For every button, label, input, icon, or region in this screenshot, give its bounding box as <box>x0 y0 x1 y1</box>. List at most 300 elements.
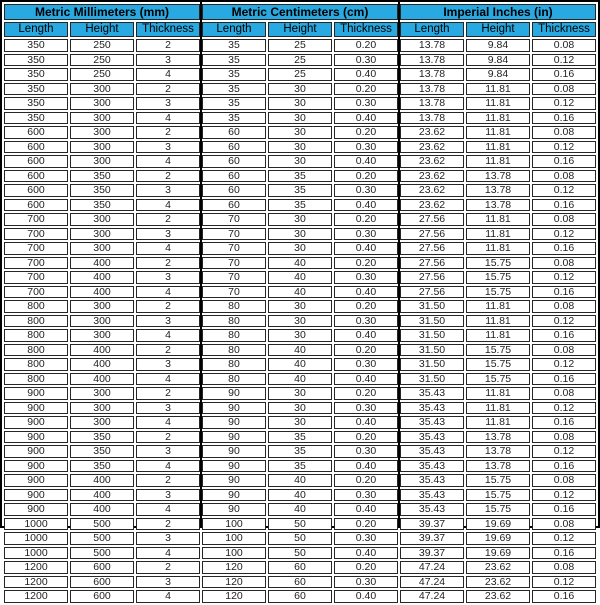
table-cell: 0.16 <box>532 590 596 603</box>
table-cell: 35.43 <box>400 431 464 444</box>
table-cell: 400 <box>70 503 134 516</box>
table-cell: 11.81 <box>466 126 530 139</box>
table-cell: 80 <box>202 315 266 328</box>
table-cell: 0.12 <box>532 315 596 328</box>
table-cell: 27.56 <box>400 228 464 241</box>
table-row <box>4 474 596 487</box>
table-row <box>4 445 596 458</box>
table-cell: 0.16 <box>532 416 596 429</box>
table-cell: 3 <box>136 402 200 415</box>
table-cell: 350 <box>70 460 134 473</box>
table-cell: 350 <box>70 445 134 458</box>
table-cell: 25 <box>268 68 332 81</box>
table-cell: 3 <box>136 184 200 197</box>
table-cell: 19.69 <box>466 532 530 545</box>
table-cell: 2 <box>136 474 200 487</box>
table-cell: 9.84 <box>466 54 530 67</box>
table-cell: 350 <box>4 68 68 81</box>
table-cell: 35 <box>268 170 332 183</box>
table-cell: 11.81 <box>466 228 530 241</box>
table-row <box>4 83 596 96</box>
table-cell: 11.81 <box>466 83 530 96</box>
table-row <box>4 518 596 531</box>
table-cell: 60 <box>202 170 266 183</box>
table-cell: 2 <box>136 431 200 444</box>
table-cell: 4 <box>136 503 200 516</box>
table-cell: 39.37 <box>400 518 464 531</box>
table-cell: 0.30 <box>334 576 398 589</box>
table-cell: 0.16 <box>532 112 596 125</box>
table-row <box>4 532 596 545</box>
table-cell: 30 <box>268 315 332 328</box>
table-cell: 30 <box>268 141 332 154</box>
table-cell: 0.20 <box>334 170 398 183</box>
table-cell: 0.16 <box>532 199 596 212</box>
table-row <box>4 170 596 183</box>
table-cell: 400 <box>70 489 134 502</box>
table-cell: 35.43 <box>400 460 464 473</box>
table-cell: 250 <box>70 68 134 81</box>
table-cell: 50 <box>268 547 332 560</box>
table-cell: 0.16 <box>532 329 596 342</box>
table-cell: 90 <box>202 460 266 473</box>
table-cell: 0.16 <box>532 242 596 255</box>
table-cell: 30 <box>268 228 332 241</box>
table-cell: 80 <box>202 373 266 386</box>
table-cell: 800 <box>4 329 68 342</box>
table-cell: 700 <box>4 228 68 241</box>
table-cell: 0.08 <box>532 474 596 487</box>
table-cell: 0.08 <box>532 83 596 96</box>
table-cell: 40 <box>268 358 332 371</box>
table-cell: 15.75 <box>466 286 530 299</box>
table-cell: 1000 <box>4 532 68 545</box>
table-cell: 400 <box>70 286 134 299</box>
column-header-mm-length: Length <box>4 22 68 37</box>
table-cell: 23.62 <box>400 126 464 139</box>
table-cell: 35 <box>268 460 332 473</box>
table-cell: 90 <box>202 416 266 429</box>
table-row <box>4 344 596 357</box>
table-row <box>4 126 596 139</box>
table-cell: 300 <box>70 213 134 226</box>
table-cell: 15.75 <box>466 503 530 516</box>
table-cell: 0.12 <box>532 184 596 197</box>
table-cell: 0.40 <box>334 242 398 255</box>
table-cell: 3 <box>136 445 200 458</box>
table-cell: 0.08 <box>532 213 596 226</box>
table-cell: 40 <box>268 489 332 502</box>
table-cell: 60 <box>268 561 332 574</box>
table-cell: 0.08 <box>532 387 596 400</box>
table-cell: 100 <box>202 518 266 531</box>
table-cell: 60 <box>202 141 266 154</box>
table-cell: 0.20 <box>334 126 398 139</box>
table-cell: 70 <box>202 213 266 226</box>
table-cell: 11.81 <box>466 213 530 226</box>
table-cell: 40 <box>268 344 332 357</box>
table-cell: 4 <box>136 547 200 560</box>
table-cell: 900 <box>4 431 68 444</box>
table-cell: 0.40 <box>334 68 398 81</box>
table-cell: 47.24 <box>400 561 464 574</box>
table-cell: 120 <box>202 561 266 574</box>
table-cell: 400 <box>70 271 134 284</box>
table-cell: 4 <box>136 155 200 168</box>
table-cell: 70 <box>202 286 266 299</box>
table-cell: 900 <box>4 489 68 502</box>
table-cell: 0.40 <box>334 460 398 473</box>
table-cell: 90 <box>202 445 266 458</box>
table-cell: 27.56 <box>400 271 464 284</box>
table-cell: 400 <box>70 358 134 371</box>
table-cell: 23.62 <box>400 199 464 212</box>
table-row <box>4 257 596 270</box>
table-cell: 35 <box>268 431 332 444</box>
table-cell: 800 <box>4 344 68 357</box>
table-cell: 30 <box>268 387 332 400</box>
table-cell: 15.75 <box>466 257 530 270</box>
table-cell: 300 <box>70 126 134 139</box>
table-cell: 300 <box>70 300 134 313</box>
table-cell: 0.30 <box>334 489 398 502</box>
table-cell: 50 <box>268 518 332 531</box>
table-cell: 0.40 <box>334 199 398 212</box>
table-cell: 60 <box>202 155 266 168</box>
table-cell: 23.62 <box>400 170 464 183</box>
table-cell: 0.08 <box>532 126 596 139</box>
table-cell: 2 <box>136 518 200 531</box>
table-cell: 35.43 <box>400 489 464 502</box>
table-cell: 300 <box>70 329 134 342</box>
table-cell: 2 <box>136 257 200 270</box>
table-cell: 1200 <box>4 590 68 603</box>
table-cell: 3 <box>136 576 200 589</box>
table-cell: 900 <box>4 474 68 487</box>
table-cell: 9.84 <box>466 68 530 81</box>
table-cell: 0.16 <box>532 503 596 516</box>
table-cell: 300 <box>70 416 134 429</box>
table-row <box>4 112 596 125</box>
table-cell: 30 <box>268 83 332 96</box>
table-row <box>4 431 596 444</box>
table-cell: 250 <box>70 54 134 67</box>
table-cell: 600 <box>70 576 134 589</box>
table-cell: 23.62 <box>400 141 464 154</box>
table-cell: 35 <box>268 199 332 212</box>
table-cell: 0.30 <box>334 228 398 241</box>
table-cell: 2 <box>136 213 200 226</box>
table-row <box>4 199 596 212</box>
table-cell: 27.56 <box>400 213 464 226</box>
table-row <box>4 271 596 284</box>
table-cell: 300 <box>70 83 134 96</box>
table-row <box>4 68 596 81</box>
table-cell: 30 <box>268 155 332 168</box>
table-cell: 40 <box>268 286 332 299</box>
table-cell: 700 <box>4 257 68 270</box>
table-row <box>4 402 596 415</box>
table-cell: 0.12 <box>532 576 596 589</box>
table-cell: 13.78 <box>466 460 530 473</box>
table-cell: 11.81 <box>466 315 530 328</box>
table-cell: 3 <box>136 358 200 371</box>
table-cell: 0.20 <box>334 83 398 96</box>
table-cell: 39.37 <box>400 547 464 560</box>
table-cell: 0.30 <box>334 402 398 415</box>
table-cell: 40 <box>268 373 332 386</box>
table-cell: 3 <box>136 54 200 67</box>
table-cell: 35.43 <box>400 387 464 400</box>
table-cell: 300 <box>70 155 134 168</box>
table-cell: 300 <box>70 315 134 328</box>
table-cell: 11.81 <box>466 416 530 429</box>
table-cell: 23.62 <box>466 590 530 603</box>
table-cell: 400 <box>70 474 134 487</box>
table-cell: 13.78 <box>400 39 464 52</box>
table-cell: 0.40 <box>334 286 398 299</box>
table-cell: 13.78 <box>466 431 530 444</box>
table-cell: 11.81 <box>466 97 530 110</box>
table-cell: 0.20 <box>334 474 398 487</box>
table-cell: 35 <box>202 68 266 81</box>
table-cell: 350 <box>4 39 68 52</box>
table-cell: 350 <box>70 170 134 183</box>
table-cell: 0.40 <box>334 547 398 560</box>
table-cell: 9.84 <box>466 39 530 52</box>
table-row <box>4 460 596 473</box>
table-cell: 30 <box>268 416 332 429</box>
table-cell: 300 <box>70 242 134 255</box>
column-header-mm-thickness: Thickness <box>136 22 200 37</box>
table-cell: 13.78 <box>466 184 530 197</box>
table-cell: 0.12 <box>532 358 596 371</box>
table-cell: 13.78 <box>400 97 464 110</box>
table-cell: 50 <box>268 532 332 545</box>
table-cell: 900 <box>4 445 68 458</box>
table-cell: 3 <box>136 141 200 154</box>
group-header-imperial-in: Imperial Inches (in) <box>400 4 596 20</box>
table-cell: 27.56 <box>400 286 464 299</box>
table-cell: 300 <box>70 112 134 125</box>
table-cell: 70 <box>202 228 266 241</box>
table-cell: 30 <box>268 242 332 255</box>
table-cell: 0.08 <box>532 518 596 531</box>
table-cell: 2 <box>136 561 200 574</box>
table-cell: 35 <box>202 39 266 52</box>
table-cell: 500 <box>70 518 134 531</box>
table-cell: 19.69 <box>466 547 530 560</box>
table-cell: 13.78 <box>400 83 464 96</box>
table-cell: 0.40 <box>334 373 398 386</box>
table-cell: 0.20 <box>334 39 398 52</box>
table-body <box>4 39 596 603</box>
table-cell: 80 <box>202 344 266 357</box>
table-cell: 300 <box>70 228 134 241</box>
table-cell: 3 <box>136 228 200 241</box>
table-cell: 600 <box>4 184 68 197</box>
table-cell: 4 <box>136 112 200 125</box>
table-cell: 60 <box>202 126 266 139</box>
column-header-in-thickness: Thickness <box>532 22 596 37</box>
table-cell: 350 <box>70 199 134 212</box>
table-cell: 350 <box>4 54 68 67</box>
group-header-row <box>4 4 596 20</box>
table-cell: 25 <box>268 54 332 67</box>
table-cell: 31.50 <box>400 358 464 371</box>
table-cell: 23.62 <box>400 184 464 197</box>
table-cell: 60 <box>202 199 266 212</box>
table-cell: 0.08 <box>532 344 596 357</box>
table-cell: 600 <box>70 590 134 603</box>
table-row <box>4 576 596 589</box>
column-header-in-length: Length <box>400 22 464 37</box>
table-cell: 0.20 <box>334 300 398 313</box>
table-cell: 300 <box>70 97 134 110</box>
table-cell: 0.30 <box>334 445 398 458</box>
table-row <box>4 97 596 110</box>
table-cell: 400 <box>70 344 134 357</box>
table-cell: 23.62 <box>466 561 530 574</box>
table-cell: 70 <box>202 242 266 255</box>
table-cell: 300 <box>70 402 134 415</box>
table-cell: 0.30 <box>334 184 398 197</box>
table-cell: 35 <box>268 445 332 458</box>
table-cell: 90 <box>202 503 266 516</box>
table-cell: 35.43 <box>400 416 464 429</box>
table-cell: 35.43 <box>400 474 464 487</box>
table-cell: 0.30 <box>334 141 398 154</box>
table-cell: 35 <box>202 97 266 110</box>
table-cell: 4 <box>136 590 200 603</box>
table-cell: 4 <box>136 373 200 386</box>
table-cell: 0.20 <box>334 518 398 531</box>
table-cell: 23.62 <box>466 576 530 589</box>
column-header-mm-height: Height <box>70 22 134 37</box>
table-cell: 23.62 <box>400 155 464 168</box>
table-cell: 3 <box>136 315 200 328</box>
table-cell: 31.50 <box>400 373 464 386</box>
table-cell: 60 <box>268 576 332 589</box>
table-cell: 3 <box>136 489 200 502</box>
table-row <box>4 228 596 241</box>
table-cell: 2 <box>136 83 200 96</box>
table-cell: 4 <box>136 460 200 473</box>
table-cell: 4 <box>136 329 200 342</box>
table-cell: 0.12 <box>532 402 596 415</box>
table-cell: 27.56 <box>400 242 464 255</box>
table-cell: 0.08 <box>532 39 596 52</box>
table-cell: 90 <box>202 387 266 400</box>
table-cell: 0.20 <box>334 431 398 444</box>
table-cell: 700 <box>4 271 68 284</box>
table-cell: 0.30 <box>334 54 398 67</box>
table-cell: 0.12 <box>532 141 596 154</box>
table-cell: 15.75 <box>466 358 530 371</box>
table-cell: 250 <box>70 39 134 52</box>
table-cell: 0.30 <box>334 532 398 545</box>
table-cell: 13.78 <box>466 170 530 183</box>
table-cell: 11.81 <box>466 300 530 313</box>
table-row <box>4 286 596 299</box>
table-cell: 900 <box>4 387 68 400</box>
table-cell: 39.37 <box>400 532 464 545</box>
table-cell: 30 <box>268 112 332 125</box>
group-header-metric-cm: Metric Centimeters (cm) <box>202 4 398 20</box>
table-cell: 2 <box>136 387 200 400</box>
table-cell: 0.16 <box>532 547 596 560</box>
table-cell: 500 <box>70 532 134 545</box>
table-cell: 11.81 <box>466 402 530 415</box>
table-cell: 3 <box>136 532 200 545</box>
table-cell: 0.12 <box>532 532 596 545</box>
table-cell: 0.08 <box>532 170 596 183</box>
table-cell: 0.40 <box>334 590 398 603</box>
table-cell: 35 <box>202 54 266 67</box>
table-cell: 0.12 <box>532 271 596 284</box>
table-cell: 0.08 <box>532 561 596 574</box>
table-cell: 100 <box>202 532 266 545</box>
table-cell: 0.40 <box>334 416 398 429</box>
table-cell: 25 <box>268 39 332 52</box>
table-cell: 1000 <box>4 518 68 531</box>
table-cell: 30 <box>268 97 332 110</box>
table-cell: 900 <box>4 460 68 473</box>
table-cell: 30 <box>268 329 332 342</box>
table-cell: 35.43 <box>400 503 464 516</box>
table-row <box>4 547 596 560</box>
table-cell: 3 <box>136 97 200 110</box>
table-cell: 35.43 <box>400 445 464 458</box>
table-cell: 15.75 <box>466 344 530 357</box>
column-header-row <box>4 22 596 37</box>
table-cell: 900 <box>4 402 68 415</box>
table-cell: 0.20 <box>334 344 398 357</box>
table-cell: 0.30 <box>334 358 398 371</box>
table-cell: 4 <box>136 242 200 255</box>
table-cell: 300 <box>70 141 134 154</box>
table-cell: 31.50 <box>400 329 464 342</box>
table-cell: 4 <box>136 199 200 212</box>
table-cell: 31.50 <box>400 315 464 328</box>
table-cell: 80 <box>202 358 266 371</box>
table-cell: 47.24 <box>400 576 464 589</box>
table-cell: 35 <box>202 83 266 96</box>
table-row <box>4 387 596 400</box>
table-cell: 600 <box>4 199 68 212</box>
table-cell: 11.81 <box>466 112 530 125</box>
table-cell: 0.40 <box>334 112 398 125</box>
table-cell: 350 <box>70 431 134 444</box>
table-row <box>4 315 596 328</box>
table-cell: 11.81 <box>466 329 530 342</box>
table-cell: 900 <box>4 503 68 516</box>
table-cell: 35 <box>202 112 266 125</box>
table-cell: 15.75 <box>466 373 530 386</box>
table-cell: 13.78 <box>400 68 464 81</box>
table-cell: 1000 <box>4 547 68 560</box>
table-cell: 0.12 <box>532 445 596 458</box>
table-row <box>4 373 596 386</box>
table-cell: 40 <box>268 503 332 516</box>
table-cell: 600 <box>4 155 68 168</box>
table-cell: 60 <box>268 590 332 603</box>
table-cell: 350 <box>4 83 68 96</box>
table-cell: 500 <box>70 547 134 560</box>
table-cell: 90 <box>202 431 266 444</box>
table-row <box>4 329 596 342</box>
table-cell: 19.69 <box>466 518 530 531</box>
